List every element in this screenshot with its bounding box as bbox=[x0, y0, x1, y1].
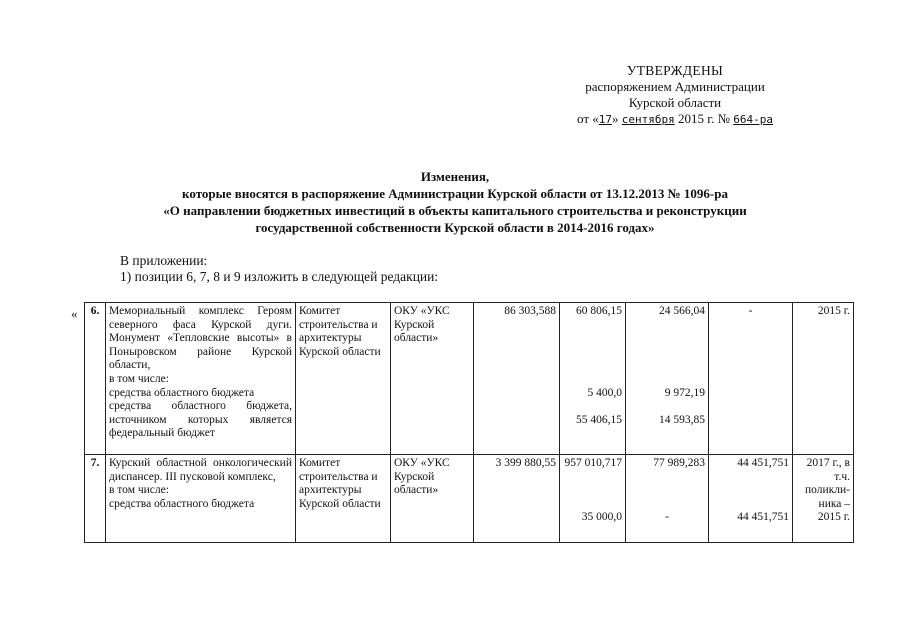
heading-line4: государственной собственности Курской области в 2014-2016 годах» bbox=[255, 220, 655, 235]
date-year: 2015 г. № bbox=[677, 111, 731, 126]
object-name-cell bbox=[106, 455, 296, 543]
object-name-cell bbox=[106, 303, 296, 455]
value-cell-4 bbox=[709, 455, 793, 543]
value-cell-4: - bbox=[709, 303, 793, 455]
value-sub1: 44 451,751 bbox=[737, 511, 789, 524]
object-sub0: в том числе: bbox=[109, 372, 169, 385]
value-sub1: 5 400,0 bbox=[587, 386, 622, 399]
value-main: 60 806,15 bbox=[576, 305, 622, 317]
value-cell-2 bbox=[560, 455, 626, 543]
row-number: 7. bbox=[85, 455, 106, 543]
value-sub1: - bbox=[665, 511, 669, 524]
heading-line3: «О направлении бюджетных инвестиций в объекты капитального строительства и реконструкции bbox=[163, 203, 747, 218]
approval-block bbox=[560, 63, 790, 128]
total-cost-cell: 86 303,588 bbox=[474, 303, 560, 455]
developer-cell: ОКУ «УКС Курской области» bbox=[391, 303, 474, 455]
value-main: 24 566,04 bbox=[659, 305, 705, 317]
value-sub1: 35 000,0 bbox=[581, 511, 622, 524]
object-name: Мемориальный комплекс Героям северного фаса Курской дуги. Монумент «Тепловские высоты» в Поныровском районе Курской области, bbox=[109, 305, 292, 372]
value-sub2: 14 593,85 bbox=[659, 413, 705, 426]
positions-table bbox=[84, 302, 854, 543]
intro-text bbox=[120, 253, 438, 285]
table-row bbox=[85, 303, 854, 455]
date-month: сентября bbox=[621, 113, 675, 126]
approval-line1: распоряжением Администрации bbox=[585, 79, 765, 94]
date-mid: » bbox=[612, 111, 619, 126]
value-cell-3 bbox=[626, 455, 709, 543]
date-prefix: от « bbox=[576, 111, 599, 126]
intro-line1: В приложении: bbox=[120, 253, 208, 268]
customer-cell: Комитет строительства и архитектуры Курской области bbox=[296, 303, 391, 455]
intro-line2: 1) позиции 6, 7, 8 и 9 изложить в следующей редакции: bbox=[120, 269, 439, 284]
year-cell: 2015 г. bbox=[793, 303, 854, 455]
value-main: 957 010,717 bbox=[564, 457, 622, 469]
total-cost-cell: 3 399 880,55 bbox=[474, 455, 560, 543]
table-row bbox=[85, 455, 854, 543]
customer-cell: Комитет строительства и архитектуры Курской области bbox=[296, 455, 391, 543]
developer-cell: ОКУ «УКС Курской области» bbox=[391, 455, 474, 543]
row-number: 6. bbox=[85, 303, 106, 455]
object-sub2: средства областного бюджета, источником которых является федеральный бюджет bbox=[109, 400, 292, 440]
order-number: 664-ра bbox=[733, 113, 774, 126]
heading-line1: Изменения, bbox=[420, 169, 490, 184]
document-heading bbox=[90, 168, 820, 236]
approval-line2: Курской области bbox=[628, 95, 722, 110]
year-cell: 2017 г., в т.ч. поликли-ника – 2015 г. bbox=[793, 455, 854, 543]
date-day: 17 bbox=[598, 113, 612, 126]
value-main: 44 451,751 bbox=[737, 457, 789, 469]
object-name: Курский областной онкологический диспансер. III пусковой комплекс, bbox=[109, 457, 292, 483]
value-sub1: 9 972,19 bbox=[664, 386, 705, 399]
object-sub1: средства областного бюджета bbox=[109, 497, 255, 510]
heading-line2: которые вносятся в распоряжение Администрации Курской области от 13.12.2013 № 1096-ра bbox=[182, 186, 728, 201]
object-sub0: в том числе: bbox=[109, 484, 169, 497]
object-sub1: средства областного бюджета bbox=[109, 386, 255, 399]
value-sub2: 55 406,15 bbox=[576, 413, 622, 426]
value-main: 77 989,283 bbox=[653, 457, 705, 469]
value-cell-3 bbox=[626, 303, 709, 455]
approval-title: УТВЕРЖДЕНЫ bbox=[626, 63, 724, 78]
value-cell-2 bbox=[560, 303, 626, 455]
open-quote: « bbox=[71, 306, 78, 321]
approval-date bbox=[560, 111, 790, 128]
